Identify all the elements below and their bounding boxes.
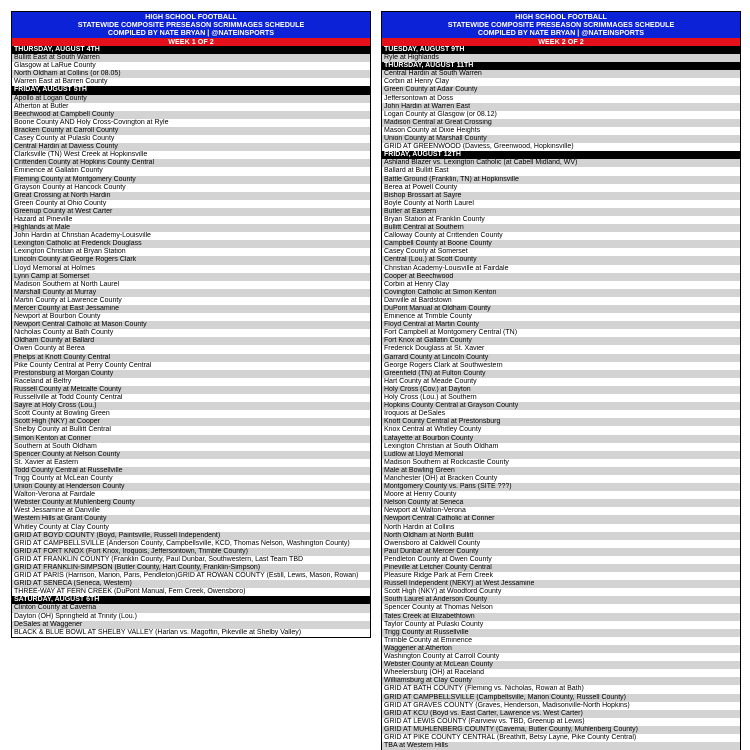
- matchup-row: Clarksville (TN) West Creek at Hopkinsville: [12, 151, 370, 159]
- matchup-row: Highlands at Male: [12, 224, 370, 232]
- matchup-row: Bracken County at Carroll County: [12, 127, 370, 135]
- matchup-row: Scott High (NKY) at Woodford County: [382, 588, 740, 596]
- schedule-header: [12, 12, 370, 38]
- matchup-row: Warren East at Barren County: [12, 78, 370, 86]
- matchup-row: Manchester (OH) at Bracken County: [382, 475, 740, 483]
- matchup-row: GRID AT PIKE COUNTY CENTRAL (Breathitt, Betsy Layne, Pike County Central): [382, 734, 740, 742]
- matchup-row: Bishop Brossart at Sayre: [382, 192, 740, 200]
- matchup-row: Scott County at Bowling Green: [12, 410, 370, 418]
- week1-schedule-column: [11, 11, 371, 638]
- matchup-row: Pleasure Ridge Park at Fern Creek: [382, 572, 740, 580]
- matchup-row: Taylor County at Pulaski County: [382, 621, 740, 629]
- matchup-row: Frederick Douglass at St. Xavier: [382, 345, 740, 353]
- matchup-row: St. Xavier at Eastern: [12, 459, 370, 467]
- matchup-row: Ryle at Highlands: [382, 54, 740, 62]
- matchup-row: Berea at Powell County: [382, 184, 740, 192]
- matchup-row: Ashland Blazer vs. Lexington Catholic (at Cabell Midland, WV): [382, 159, 740, 167]
- matchup-row: Williamsburg at Clay County: [382, 677, 740, 685]
- matchup-row: Scott High (NKY) at Cooper: [12, 418, 370, 426]
- matchup-row: GRID AT KCU (Boyd vs. East Carter, Lawrence vs. West Carter): [382, 710, 740, 718]
- matchup-row: Shelby County at Bullitt Central: [12, 426, 370, 434]
- matchup-row: Trimble County at Eminence: [382, 637, 740, 645]
- matchup-row: North Oldham at North Bullitt: [382, 532, 740, 540]
- matchup-row: Tates Creek at Elizabethtown: [382, 613, 740, 621]
- matchup-row: Oldham County at Ballard: [12, 337, 370, 345]
- matchup-row: GRID AT FRANKLIN COUNTY (Franklin County, Paul Dunbar, Southwestern, Last Team TBD: [12, 556, 370, 564]
- matchup-row: Ludlow at Lloyd Memorial: [382, 451, 740, 459]
- header-title: HIGH SCHOOL FOOTBALL: [145, 12, 237, 21]
- day-heading: TUESDAY, AUGUST 9TH: [382, 46, 740, 54]
- matchup-row: Holy Cross (Lou.) at Southern: [382, 394, 740, 402]
- matchup-row: Central Hardin at South Warren: [382, 70, 740, 78]
- matchup-row: Knox Central at Whitley County: [382, 426, 740, 434]
- matchup-row: Lexington Catholic at Frederick Douglass: [12, 240, 370, 248]
- matchup-row: Fort Campbell at Montgomery Central (TN): [382, 329, 740, 337]
- matchup-row: Washington County at Carroll County: [382, 653, 740, 661]
- matchup-row: Spencer County at Thomas Nelson: [382, 604, 740, 612]
- matchup-row: Webster County at McLean County: [382, 661, 740, 669]
- matchup-row: Male at Bowling Green: [382, 467, 740, 475]
- matchup-row: Lloyd Memorial at Holmes: [12, 265, 370, 273]
- matchup-row: Todd County Central at Russellville: [12, 467, 370, 475]
- matchup-row: Lafayette at Bourbon County: [382, 435, 740, 443]
- header-title: HIGH SCHOOL FOOTBALL: [515, 12, 607, 21]
- matchup-row: GRID AT GREENWOOD (Daviess, Greenwood, Hopkinsville): [382, 143, 740, 151]
- matchup-row: Casey County at Pulaski County: [12, 135, 370, 143]
- matchup-row: Trigg County at Russellville: [382, 629, 740, 637]
- day-heading: THURSDAY, AUGUST 11TH: [382, 62, 740, 70]
- matchup-row: Fort Knox at Gallatin County: [382, 337, 740, 345]
- matchup-row: Holy Cross (Cov.) at Dayton: [382, 386, 740, 394]
- header-compiled-by: COMPILED BY NATE BRYAN | @NATEINSPORTS: [107, 28, 275, 37]
- week-label: WEEK 2 OF 2: [382, 38, 740, 46]
- matchup-row: Spencer County at Nelson County: [12, 451, 370, 459]
- matchup-row: GRID AT BOYD COUNTY (Boyd, Paintsville, Russell Independent): [12, 532, 370, 540]
- matchup-row: GRID AT BATH COUNTY (Fleming vs. Nicholas, Rowan at Bath): [382, 685, 740, 693]
- matchup-row: Hart County at Meade County: [382, 378, 740, 386]
- matchup-row: Webster County at Muhlenberg County: [12, 499, 370, 507]
- matchup-row: Russell Independent (NEKY) at West Jessamine: [382, 580, 740, 588]
- matchup-row: Lincoln County at George Rogers Clark: [12, 256, 370, 264]
- matchup-row: TBA at Western Hills: [382, 742, 740, 750]
- matchup-row: Lexington Christian at South Oldham: [382, 443, 740, 451]
- matchup-row: Boone County AND Holy Cross-Covington at Ryle: [12, 119, 370, 127]
- matchup-row: Madison Southern at Rockcastle County: [382, 459, 740, 467]
- matchup-row: Danville at Bardstown: [382, 297, 740, 305]
- matchup-row: John Hardin at Warren East: [382, 103, 740, 111]
- matchup-row: Corbin at Henry Clay: [382, 281, 740, 289]
- schedule-header: [382, 12, 740, 38]
- matchup-row: Montgomery County vs. Paris (SITE ???): [382, 483, 740, 491]
- header-subtitle: STATEWIDE COMPOSITE PRESEASON SCRIMMAGES SCHEDULE: [77, 20, 305, 29]
- matchup-row: Green County at Adair County: [382, 86, 740, 94]
- matchup-row: John Hardin at Christian Academy-Louisville: [12, 232, 370, 240]
- matchup-row: Green County at Ohio County: [12, 200, 370, 208]
- matchup-row: Russell County at Metcalfe County: [12, 386, 370, 394]
- matchup-row: Apollo at Logan County: [12, 95, 370, 103]
- matchup-row: Fleming County at Montgomery County: [12, 176, 370, 184]
- matchup-row: Trigg County at McLean County: [12, 475, 370, 483]
- matchup-row: Lexington Christian at Bryan Station: [12, 248, 370, 256]
- matchup-row: North Oldham at Collins (or 08.05): [12, 70, 370, 78]
- matchup-row: Owensboro at Caldwell County: [382, 540, 740, 548]
- schedule-list: [12, 46, 370, 637]
- matchup-row: Nelson County at Seneca: [382, 499, 740, 507]
- matchup-row: Ballard at Bullitt East: [382, 167, 740, 175]
- matchup-row: Madison Central at Great Crossing: [382, 119, 740, 127]
- matchup-row: Crittenden County at Hopkins County Central: [12, 159, 370, 167]
- matchup-row: Wheelersburg (OH) at Raceland: [382, 669, 740, 677]
- matchup-row: Nicholas County at Bath County: [12, 329, 370, 337]
- matchup-row: Owen County at Berea: [12, 345, 370, 353]
- matchup-row: North Hardin at Collins: [382, 524, 740, 532]
- matchup-row: South Laurel at Anderson County: [382, 596, 740, 604]
- matchup-row: Bryan Station at Franklin County: [382, 216, 740, 224]
- matchup-row: GRID AT CAMPBELLSVILLE (Anderson County, Campbellsville, KCD, Thomas Nelson, Washington County): [12, 540, 370, 548]
- matchup-row: West Jessamine at Danville: [12, 507, 370, 515]
- matchup-row: Iroquois at DeSales: [382, 410, 740, 418]
- header-compiled-by: COMPILED BY NATE BRYAN | @NATEINSPORTS: [477, 28, 645, 37]
- day-heading: FRIDAY, AUGUST 5TH: [12, 86, 370, 94]
- matchup-row: Hopkins County Central at Grayson County: [382, 402, 740, 410]
- matchup-row: Casey County at Somerset: [382, 248, 740, 256]
- matchup-row: GRID AT PARIS (Harrison, Marion, Paris, Pendleton)GRID AT ROWAN COUNTY (Estill, Lewis, Mason, Rowan): [12, 572, 370, 580]
- matchup-row: Newport at Bourbon County: [12, 313, 370, 321]
- matchup-row: Union County at Henderson County: [12, 483, 370, 491]
- matchup-row: Sayre at Holy Cross (Lou.): [12, 402, 370, 410]
- matchup-row: Bullitt East at South Warren: [12, 54, 370, 62]
- matchup-row: Paul Dunbar at Mercer County: [382, 548, 740, 556]
- matchup-row: BLACK & BLUE BOWL AT SHELBY VALLEY (Harlan vs. Magoffin, Pikeville at Shelby Valley): [12, 629, 370, 637]
- matchup-row: GRID AT SENECA (Seneca, Western): [12, 580, 370, 588]
- matchup-row: Marshall County at Murray: [12, 289, 370, 297]
- matchup-row: Central Hardin at Daviess County: [12, 143, 370, 151]
- matchup-row: THREE-WAY AT FERN CREEK (DuPont Manual, Fern Creek, Owensboro): [12, 588, 370, 596]
- matchup-row: Martin County at Lawrence County: [12, 297, 370, 305]
- matchup-row: Newport at Walton-Verona: [382, 507, 740, 515]
- matchup-row: Boyle County at North Laurel: [382, 200, 740, 208]
- matchup-row: Raceland at Belfry: [12, 378, 370, 386]
- matchup-row: GRID AT FORT KNOX (Fort Knox, Iroquois, Jeffersontown, Trimble County): [12, 548, 370, 556]
- matchup-row: DuPont Manual at Oldham County: [382, 305, 740, 313]
- matchup-row: Battle Ground (Franklin, TN) at Hopkinsville: [382, 176, 740, 184]
- matchup-row: Russellville at Todd County Central: [12, 394, 370, 402]
- matchup-row: Campbell County at Boone County: [382, 240, 740, 248]
- matchup-row: Garrard County at Lincoln County: [382, 354, 740, 362]
- matchup-row: GRID AT GRAVES COUNTY (Graves, Henderson, Madisonville-North Hopkins): [382, 702, 740, 710]
- matchup-row: Bullitt Central at Southern: [382, 224, 740, 232]
- matchup-row: Hazard at Pineville: [12, 216, 370, 224]
- day-heading: SATURDAY, AUGUST 6TH: [12, 596, 370, 604]
- matchup-row: Christian Academy-Louisville at Fairdale: [382, 265, 740, 273]
- matchup-row: Pike County Central at Perry County Central: [12, 362, 370, 370]
- matchup-row: George Rogers Clark at Southwestern: [382, 362, 740, 370]
- matchup-row: Walton-Verona at Fairdale: [12, 491, 370, 499]
- matchup-row: Great Crossing at North Hardin: [12, 192, 370, 200]
- matchup-row: Waggener at Atherton: [382, 645, 740, 653]
- matchup-row: Clinton County at Caverna: [12, 604, 370, 612]
- matchup-row: Butler at Eastern: [382, 208, 740, 216]
- schedule-list: [382, 46, 740, 750]
- matchup-row: Corbin at Henry Clay: [382, 78, 740, 86]
- matchup-row: Cooper at Beechwood: [382, 273, 740, 281]
- matchup-row: Western Hills at Grant County: [12, 515, 370, 523]
- matchup-row: GRID AT LEWIS COUNTY (Fairview vs. TBD, Greenup at Lewis): [382, 718, 740, 726]
- matchup-row: GRID AT CAMPBELLSVILLE (Campbellsville, Marion County, Russell County): [382, 694, 740, 702]
- matchup-row: Whitley County at Clay County: [12, 524, 370, 532]
- day-heading: THURSDAY, AUGUST 4TH: [12, 46, 370, 54]
- matchup-row: Mason County at Dixie Heights: [382, 127, 740, 135]
- matchup-row: Madison Southern at North Laurel: [12, 281, 370, 289]
- matchup-row: Grayson County at Hancock County: [12, 184, 370, 192]
- matchup-row: Greenup County at West Carter: [12, 208, 370, 216]
- day-heading: FRIDAY, AUGUST 12TH: [382, 151, 740, 159]
- matchup-row: Moore at Henry County: [382, 491, 740, 499]
- matchup-row: Pendleton County at Owen County: [382, 556, 740, 564]
- header-subtitle: STATEWIDE COMPOSITE PRESEASON SCRIMMAGES SCHEDULE: [447, 20, 675, 29]
- week2-schedule-column: [381, 11, 741, 750]
- matchup-row: Atherton at Butler: [12, 103, 370, 111]
- matchup-row: Mercer County at East Jessamine: [12, 305, 370, 313]
- matchup-row: Calloway County at Crittenden County: [382, 232, 740, 240]
- matchup-row: Union County at Marshall County: [382, 135, 740, 143]
- matchup-row: Southern at South Oldham: [12, 443, 370, 451]
- matchup-row: Dayton (OH) Springfield at Trinity (Lou.): [12, 613, 370, 621]
- matchup-row: Newport Central Catholic at Mason County: [12, 321, 370, 329]
- matchup-row: Newport Central Catholic at Conner: [382, 515, 740, 523]
- matchup-row: GRID AT MUHLENBERG COUNTY (Caverna, Butler County, Muhlenberg County): [382, 726, 740, 734]
- matchup-row: Covington Catholic at Simon Kenton: [382, 289, 740, 297]
- matchup-row: Lynn Camp at Somerset: [12, 273, 370, 281]
- matchup-row: Pineville at Letcher County Central: [382, 564, 740, 572]
- week-label: WEEK 1 OF 2: [12, 38, 370, 46]
- matchup-row: Phelps at Knott County Central: [12, 354, 370, 362]
- matchup-row: Jeffersontown at Doss: [382, 95, 740, 103]
- matchup-row: Glasgow at LaRue County: [12, 62, 370, 70]
- matchup-row: Knott County Central at Prestonsburg: [382, 418, 740, 426]
- matchup-row: Eminence at Trimble County: [382, 313, 740, 321]
- matchup-row: GRID AT FRANKLIN-SIMPSON (Butler County, Hart County, Franklin-Simpson): [12, 564, 370, 572]
- matchup-row: Logan County at Glasgow (or 08.12): [382, 111, 740, 119]
- matchup-row: Central (Lou.) at Scott County: [382, 256, 740, 264]
- matchup-row: Prestonsburg at Morgan County: [12, 370, 370, 378]
- matchup-row: Simon Kenton at Conner: [12, 435, 370, 443]
- matchup-row: Beechwood at Campbell County: [12, 111, 370, 119]
- matchup-row: Greenfield (TN) at Fulton County: [382, 370, 740, 378]
- matchup-row: Eminence at Gallatin County: [12, 167, 370, 175]
- matchup-row: DeSales at Waggener: [12, 621, 370, 629]
- matchup-row: Floyd Central at Martin County: [382, 321, 740, 329]
